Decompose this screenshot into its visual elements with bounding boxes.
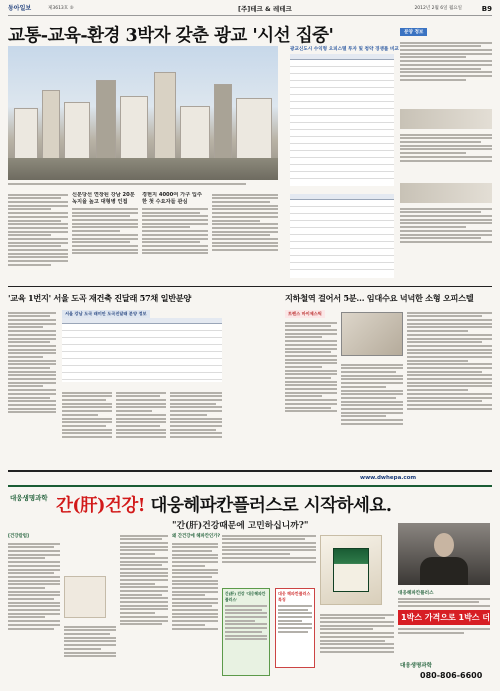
ad-model-photo	[398, 523, 490, 585]
story-a-body-3	[116, 390, 166, 465]
ad-body-3	[120, 533, 168, 681]
story-a-body-1	[8, 310, 56, 465]
ad-promo-banner: 1박스 가격으로 1박스 더	[398, 610, 490, 625]
issue-number: 제3613호 ⑤	[48, 6, 74, 11]
sidebar-label: 분양 정보	[400, 28, 427, 36]
ad-section-2: 왜 간건강에 헤파칸인가?	[172, 534, 221, 539]
subhead-1: 신분당선 연장된 강남 20분 녹지율 높고 대형병 인접	[72, 192, 135, 205]
ad-body-1	[8, 541, 60, 681]
body-column-2	[72, 192, 138, 284]
main-headline: 교통-교육-환경 3박자 갖춘 광교 '시선 집중'	[8, 26, 334, 46]
product-image	[320, 535, 382, 605]
ad-green-box	[222, 588, 270, 676]
story-b-body-2	[341, 362, 403, 465]
body-column-4	[212, 192, 278, 284]
paper-name: 동아일보	[8, 5, 32, 12]
photo-caption	[8, 181, 278, 186]
ad-pink-box	[275, 588, 315, 668]
skyline-photo	[8, 46, 278, 180]
sidebar-photo-2	[400, 183, 492, 203]
ad-pink-box-title: 대웅 헤파칸플러스 특징	[278, 591, 311, 602]
story-a-body-2	[62, 390, 112, 465]
story-b-title: 지하철역 걸어서 5분… 임대수요 넉넉한 소형 오피스텔	[285, 293, 474, 303]
ad-body-2	[64, 624, 116, 681]
page-number: B9	[481, 5, 492, 13]
ad-brand: 대웅생명과학	[400, 663, 432, 669]
ad-headline-rest: 대웅헤파칸플러스로 시작하세요.	[144, 496, 392, 516]
ad-body-6	[320, 612, 394, 682]
ad-section-1: [건강칼럼]	[8, 534, 29, 539]
ad-right-title: 대웅헤파칸플러스	[398, 591, 434, 596]
building-rendering	[341, 312, 403, 356]
ad-body-4	[172, 541, 218, 681]
story-b-body-1	[285, 320, 337, 465]
ad-headline-red: 간(肝)건강!	[56, 496, 145, 516]
ad-subhead: "간(肝)건강때문에 고민하십니까?"	[172, 521, 309, 531]
ad-headline	[56, 492, 391, 517]
ad-body-5	[222, 533, 316, 585]
story-a-title: '교육 1번지' 서울 도곡 재건축 진달래 57채 일반분양	[8, 293, 192, 303]
comparison-table-title: 광교신도시 수익형 오피스텔 투자 및 청약 경쟁률 비교	[290, 47, 399, 52]
listing-sidebar	[400, 18, 492, 268]
sidebar-photo-1	[400, 109, 492, 129]
story-b-box-title: 트렌스 마이제스틱	[285, 310, 325, 318]
ad-phone[interactable]: 080-806-6600	[420, 671, 483, 680]
story-a-box-title: 서울 강남 도곡 래미안 도곡진달래 분양 정보	[62, 310, 150, 318]
story-a-table	[62, 318, 222, 382]
ad-green-box-title: 간(肝) 건강 '대웅헤파칸플러스'	[225, 591, 266, 602]
subhead-2: 경현지 4000여 가구 입주 한 첫 수요자들 관심	[142, 192, 202, 205]
ad-logo: 대웅생명과학	[10, 494, 48, 502]
ad-divider	[8, 470, 492, 472]
comparison-table	[290, 54, 394, 186]
section-divider	[8, 286, 492, 287]
liver-illustration	[64, 576, 106, 618]
story-b-body-3	[407, 310, 492, 465]
ad-promo-panel	[398, 590, 490, 635]
story-a-body-4	[170, 390, 222, 465]
ad-website[interactable]: www.dwhepa.com	[360, 475, 417, 481]
subscription-table	[290, 194, 394, 278]
body-column-1	[8, 192, 68, 284]
body-column-3	[142, 192, 208, 284]
issue-date: 2012년 2월 6일 월요일	[414, 6, 462, 11]
page-header	[8, 2, 492, 16]
section-name: [주]테크 & 레테크	[238, 5, 292, 13]
